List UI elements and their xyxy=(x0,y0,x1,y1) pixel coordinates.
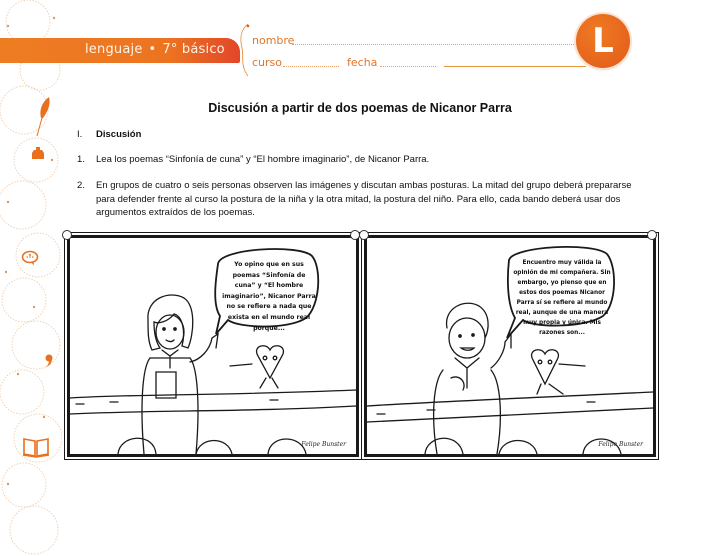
instruction-item xyxy=(77,153,647,167)
panel-pin xyxy=(647,230,657,240)
subject-label: lenguaje xyxy=(85,42,143,57)
name-field-label: nombre xyxy=(252,34,295,47)
section-heading xyxy=(77,129,141,140)
section-number: I. xyxy=(77,129,83,140)
speech-bubble-icon xyxy=(21,250,39,266)
illustrator-signature: Felipe Bunster xyxy=(301,441,346,448)
panel-pin xyxy=(62,230,72,240)
grade-label: 7° básico xyxy=(162,42,225,57)
date-field-line[interactable] xyxy=(380,66,436,67)
illustrator-signature: Felipe Bunster xyxy=(598,441,643,448)
subject-grade-label xyxy=(85,42,225,57)
course-field-label: curso xyxy=(252,56,283,69)
ink-pot-icon xyxy=(31,146,45,160)
item-number: 2. xyxy=(77,180,85,191)
instruction-item xyxy=(77,179,647,220)
comic-panel-boy xyxy=(364,235,656,457)
item-text: Lea los poemas “Sinfonía de cuna” y “El hombre imaginario”, de Nicanor Parra. xyxy=(96,154,430,165)
panel-pin xyxy=(359,230,369,240)
name-field-line[interactable] xyxy=(292,44,576,45)
speech-bubble-boy: Encuentro muy válida la opinión de mi compañera. Sin embargo, yo pienso que en estos dos poemas Nicanor Parra sí se refiere al mundo real, aunque de una manera muy propia y única. Mis razones son... xyxy=(513,260,611,336)
item-text: En grupos de cuatro o seis personas observen las imágenes y discutan ambas posturas. La mitad del grupo deberá prepararse para defender frente al curso la postura de la niña y la otra mitad, la postura del niño. Para ello, cada bando deberá usar dos argumentos extraídos de los poemas. xyxy=(96,180,632,218)
section-label: Discusión xyxy=(96,129,142,140)
date-field-label: fecha xyxy=(347,56,378,69)
open-book-icon xyxy=(22,436,50,458)
header-rule-line xyxy=(444,66,586,67)
item-number: 1. xyxy=(77,154,85,165)
subject-badge: L xyxy=(576,14,630,68)
page-title: Discusión a partir de dos poemas de Nicanor Parra xyxy=(208,101,512,115)
comic-panel-girl xyxy=(67,235,359,457)
separator-dot: • xyxy=(148,42,157,57)
decorative-swirl-border xyxy=(0,0,62,556)
speech-bubble-girl: Yo opino que en sus poemas “Sinfonía de cuna” y “El hombre imaginario”, Nicanor Parra no se refiere a nada que exista en el mundo real porque... xyxy=(222,261,316,332)
course-field-line[interactable] xyxy=(283,66,339,67)
form-bracket-decoration xyxy=(236,22,256,78)
comma-icon xyxy=(44,354,54,368)
